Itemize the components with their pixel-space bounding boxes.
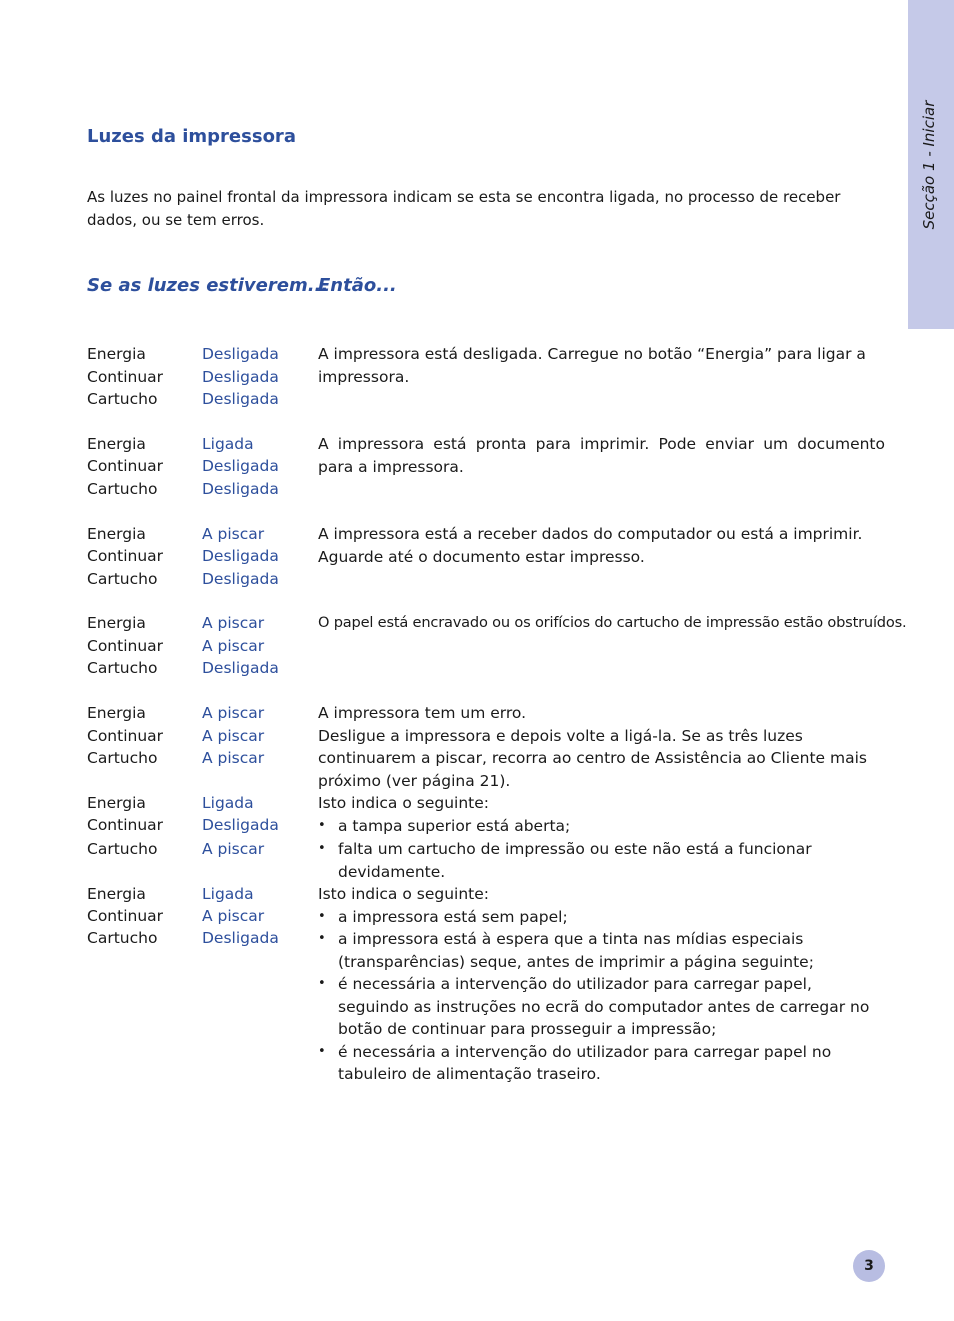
label-cartridge: Cartucho [87,840,158,858]
label-power: Energia [87,345,146,363]
state-cartridge: A piscar [202,840,265,858]
state-resume: A piscar [202,907,265,925]
list-item [318,1041,885,1086]
bullet-icon: • [318,841,326,856]
row-description [318,702,885,792]
description-lead: Isto indica o seguinte: [318,885,490,903]
description-text: A impressora está pronta para imprimir. Pode enviar um documento para a impressora. [318,435,885,476]
description-text: Desligue a impressora e depois volte a ligá-la. Se as três luzes continuarem a piscar, recorra ao centro de Assistência ao Cliente mais próximo (ver página 21). [318,726,867,790]
label-resume: Continuar [87,637,164,655]
label-cartridge: Cartucho [87,480,158,498]
bullet-icon: • [318,817,326,833]
state-power: Ligada [202,794,254,812]
state-resume: Desligada [202,547,279,565]
state-power: Ligada [202,435,254,453]
state-power: Ligada [202,885,254,903]
state-cartridge: Desligada [202,390,279,408]
row-description [318,523,885,568]
label-power: Energia [87,435,146,453]
bullet-icon: • [318,1043,326,1059]
label-cartridge: Cartucho [87,390,158,408]
state-cartridge: Desligada [202,570,279,588]
state-resume: A piscar [202,637,265,655]
label-resume: Continuar [87,727,164,745]
list-item [318,815,885,838]
list-item-text: é necessária a intervenção do utilizador para carregar papel no tabuleiro de alimentação traseiro. [338,1042,832,1083]
description-text: Aguarde até o documento estar impresso. [318,547,645,566]
label-power: Energia [87,794,146,812]
state-power: A piscar [202,704,265,722]
label-power: Energia [87,614,146,632]
state-resume: Desligada [202,368,279,386]
state-power: Desligada [202,345,279,363]
list-item-text: a tampa superior está aberta; [338,816,571,835]
label-resume: Continuar [87,816,164,834]
label-resume: Continuar [87,547,164,565]
bullet-icon: • [318,931,326,946]
list-item [318,973,885,1041]
state-cartridge: Desligada [202,480,279,498]
list-item-text: é necessária a intervenção do utilizador para carregar papel, seguindo as instruções no ecrã do computador antes de carregar no botão de continuar para prosseguir a impressão; [338,975,870,1038]
list-item [318,906,885,929]
description-text: O papel está encravado ou os orifícios do cartucho de impressão estão obstruídos. [318,614,907,631]
list-item-text: a impressora está sem papel; [338,907,568,926]
list-item-text: falta um cartucho de impressão ou este não está a funcionar devidamente. [338,840,812,881]
state-cartridge: A piscar [202,749,265,767]
list-item [318,928,885,973]
state-cartridge: Desligada [202,659,279,677]
label-cartridge: Cartucho [87,570,158,588]
label-power: Energia [87,885,146,903]
page-title: Luzes da impressora [87,126,296,147]
description-text: A impressora tem um erro. [318,704,527,722]
label-resume: Continuar [87,907,164,925]
state-power: A piscar [202,525,265,543]
column-header-then: Então... [318,275,397,296]
description-text: A impressora está desligada. Carregue no botão “Energia” para ligar a impressora. [318,345,866,386]
state-cartridge: Desligada [202,929,279,947]
label-resume: Continuar [87,457,164,475]
intro-paragraph: As luzes no painel frontal da impressora indicam se esta se encontra ligada, no processo de receber dados, ou se tem erros. [87,188,841,229]
description-lead: Isto indica o seguinte: [318,794,490,812]
state-resume: A piscar [202,727,265,745]
row-description [318,883,885,1086]
label-power: Energia [87,704,146,722]
row-description [318,433,885,478]
bullet-icon: • [318,908,326,924]
list-item-text: a impressora está à espera que a tinta nas mídias especiais (transparências) seque, antes de imprimir a página seguinte; [338,930,814,971]
page-number: 3 [864,1258,874,1274]
column-header-if: Se as luzes estiverem... [87,275,329,296]
label-cartridge: Cartucho [87,749,158,767]
label-power: Energia [87,525,146,543]
state-resume: Desligada [202,816,279,834]
row-description [318,792,885,883]
description-text: A impressora está a receber dados do computador ou está a imprimir. [318,525,863,543]
page-number-badge [853,1250,885,1282]
bullet-list [318,906,885,1086]
label-cartridge: Cartucho [87,659,158,677]
label-resume: Continuar [87,368,164,386]
section-tab-label: Secção 1 - Iniciar [920,100,938,230]
bullet-icon: • [318,976,326,991]
label-cartridge: Cartucho [87,929,158,947]
row-description [318,612,907,635]
row-description [318,343,885,388]
state-power: A piscar [202,614,265,632]
bullet-list [318,815,885,884]
list-item [318,838,885,883]
state-resume: Desligada [202,457,279,475]
